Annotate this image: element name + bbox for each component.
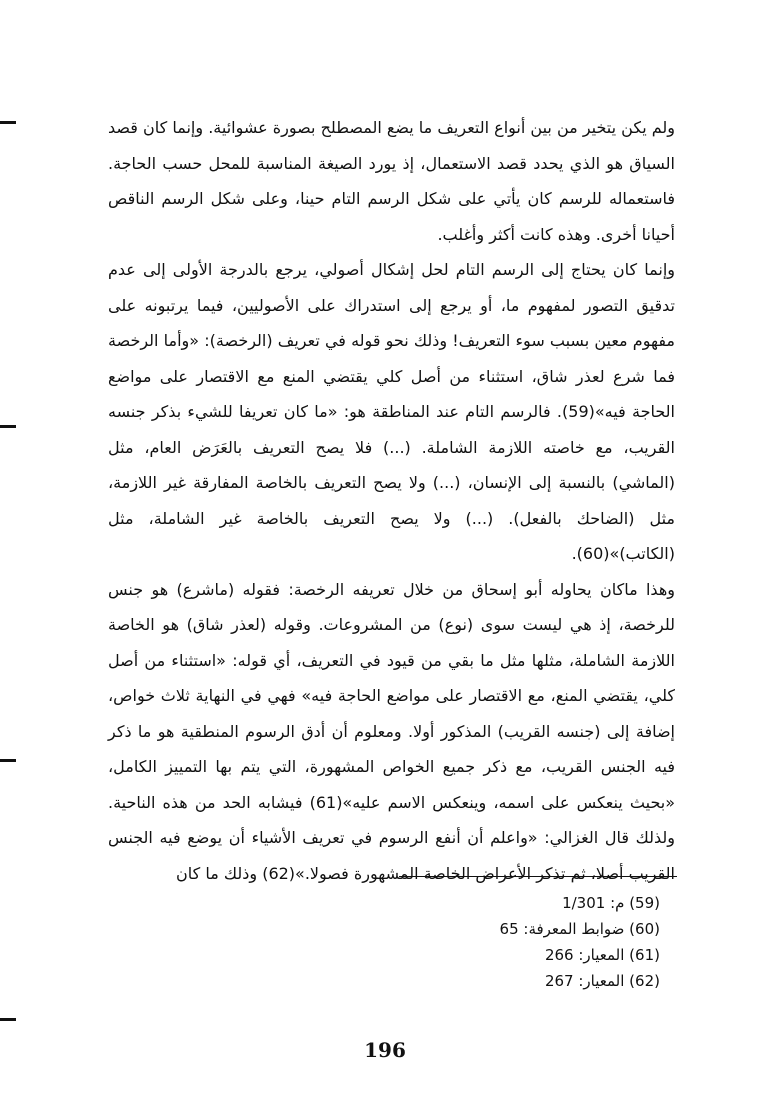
body-text [108,110,675,891]
paragraph: وهذا ماكان يحاوله أبو إسحاق من خلال تعريفه الرخصة: فقوله (ماشرع) هو جنس للرخصة، إذ هي ليست سوى (نوع) من المشروعات. وقوله (لعذر شاق) هو الخاصة اللازمة الشاملة، مثلها مثل ما بقي من قيود في التعريف، أي قوله: «استثناء من أصل كلي، يقتضي المنع، مع الاقتصار على مواضع الحاجة فيه» فهي في النهاية ثلاث خواص، إضافة إلى (جنسه القريب) المذكور أولا. ومعلوم أن أدق الرسوم المنطقية هو ما ذكر فيه الجنس القريب، مع ذكر جميع الخواص المشهورة، التي يتم بها التمييز الكامل، «بحيث ينعكس على اسمه، وينعكس الاسم عليه»(61) فيشابه الحد من هذه الناحية. ولذلك قال الغزالي: «واعلم أن أنفع الرسوم في تعريف الأشياء أن يوضع فيه الجنس القريب أصلا، ثم تذكر الأعراض الخاصة المشهورة فصولا.»(62) وذلك ما كان [108,579,676,883]
edge-mark [0,121,16,124]
edge-mark [0,759,16,762]
edge-mark [0,1018,16,1021]
footnotes [420,890,660,994]
footnote: (59) م: 1/301 [562,894,660,912]
footnote: (60) ضوابط المعرفة: 65 [499,920,660,938]
page-number: 196 [364,1038,406,1062]
footnote: (62) المعيار: 267 [544,972,660,990]
paragraph: وإنما كان يحتاج إلى الرسم التام لحل إشكال أصولي، يرجع بالدرجة الأولى إلى عدم تدقيق التصور لمفهوم ما، أو يرجع إلى استدراك على الأصوليين، فيما يرتبونه على مفهوم معين بسبب سوء التعريف! وذلك نحو قوله في تعريف (الرخصة): «وأما الرخصة فما شرع لعذر شاق، استثناء من أصل كلي يقتضي المنع مع الاقتصار على مواضع الحاجة فيه»(59). فالرسم التام عند المناطقة هو: «ما كان تعريفا للشيء بذكر جنسه القريب، مع خاصته اللازمة الشاملة. (...) فلا يصح التعريف بالعَرَض العام، مثل (الماشي) بالنسبة إلى الإنسان، (...) ولا يصح التعريف بالخاصة المفارقة غير اللازمة، مثل (الضاحك بالفعل). (...) ولا يصح التعريف بالخاصة غير الشاملة، مثل (الكاتب)»(60). [108,260,675,563]
paragraph: ولم يكن يتخير من بين أنواع التعريف ما يضع المصطلح بصورة عشوائية. وإنما كان قصد السياق هو الذي يحدد قصد الاستعمال، إذ يورد الصيغة المناسبة للمحل حسب الحاجة. فاستعماله للرسم كان يأتي على شكل الرسم التام حينا، وعلى شكل الرسم الناقص أحيانا أخرى. وهذه كانت أكثر وأغلب. [108,118,675,244]
edge-mark [0,425,16,428]
footnote-separator [399,876,677,877]
footnote: (61) المعيار: 266 [544,946,660,964]
